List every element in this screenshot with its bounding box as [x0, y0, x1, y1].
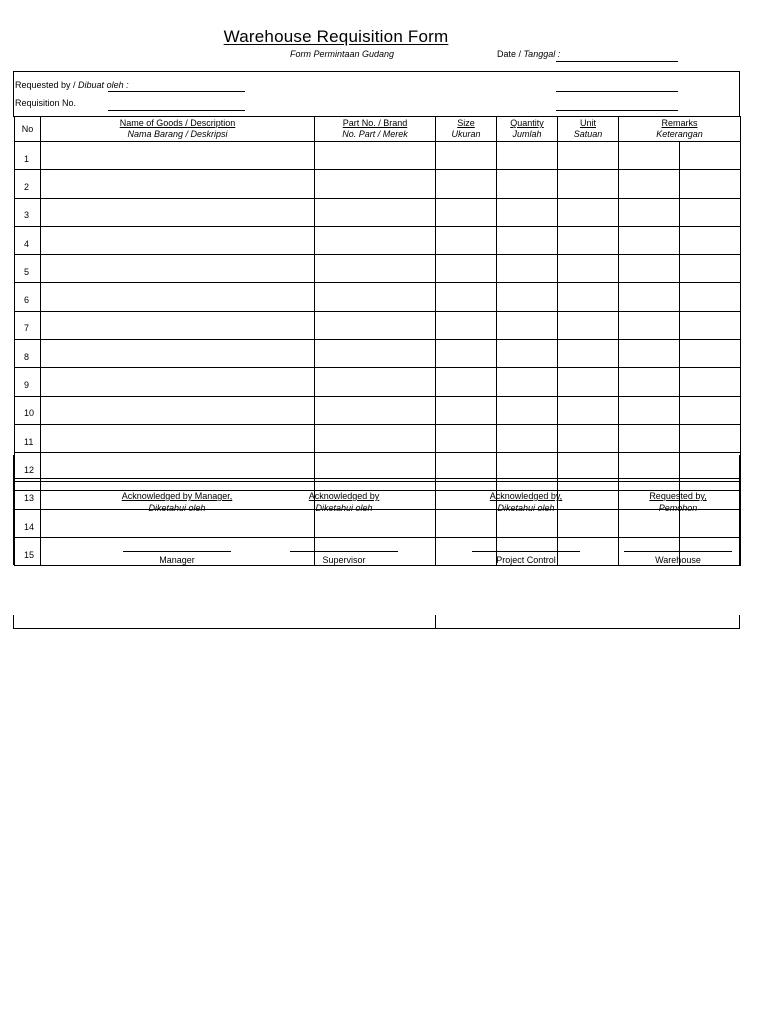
col-header-description	[41, 117, 315, 142]
size-cell[interactable]	[436, 198, 497, 226]
col-header-remarks-en: Remarks	[661, 118, 698, 128]
signature-warehouse-title-id: Pemohon	[658, 503, 698, 513]
part-no-cell[interactable]	[315, 368, 436, 396]
part-no-cell[interactable]	[315, 170, 436, 198]
col-header-quantity	[497, 117, 558, 142]
row-number: 11	[15, 424, 41, 452]
date-label-en: Date /	[497, 49, 524, 59]
remarks-extra-cell[interactable]	[680, 340, 741, 368]
table-row	[15, 255, 741, 283]
table-row	[15, 226, 741, 254]
remarks-extra-cell[interactable]	[680, 255, 741, 283]
size-cell[interactable]	[436, 170, 497, 198]
requested-by-label-id: Dibuat oleh :	[78, 80, 129, 90]
part-no-cell[interactable]	[315, 340, 436, 368]
quantity-cell[interactable]	[497, 368, 558, 396]
unit-cell[interactable]	[558, 198, 619, 226]
row-number: 9	[15, 368, 41, 396]
description-cell[interactable]	[41, 340, 315, 368]
row-number: 7	[15, 311, 41, 339]
quantity-cell[interactable]	[497, 170, 558, 198]
quantity-cell[interactable]	[497, 424, 558, 452]
table-row	[15, 311, 741, 339]
remarks-cell[interactable]	[619, 170, 680, 198]
table-row	[15, 142, 741, 170]
part-no-cell[interactable]	[315, 142, 436, 170]
signature-project-control-title	[456, 491, 596, 513]
col-header-remarks	[619, 117, 741, 142]
row-number: 2	[15, 170, 41, 198]
remarks-extra-cell[interactable]	[680, 396, 741, 424]
table-header-row	[15, 117, 741, 142]
row-number: 14	[15, 509, 41, 537]
part-no-cell[interactable]	[315, 311, 436, 339]
requisition-no-field[interactable]	[108, 110, 245, 111]
col-header-remarks-id: Keterangan	[656, 129, 703, 139]
signature-supervisor-title-en: Acknowledged by	[308, 491, 380, 501]
col-header-description-en: Name of Goods / Description	[119, 118, 236, 128]
quantity-cell[interactable]	[497, 311, 558, 339]
description-cell[interactable]	[41, 170, 315, 198]
description-cell[interactable]	[41, 396, 315, 424]
remarks-cell[interactable]	[619, 142, 680, 170]
quantity-cell[interactable]	[497, 142, 558, 170]
form-title-text: Warehouse Requisition Form	[223, 27, 449, 46]
part-no-cell[interactable]	[315, 283, 436, 311]
signature-line-project-control[interactable]	[472, 551, 580, 552]
requisition-no-label: Requisition No.	[15, 98, 77, 108]
signature-manager-name: Manager	[159, 555, 195, 565]
remarks-cell[interactable]	[619, 424, 680, 452]
col-header-description-id: Nama Barang / Deskripsi	[127, 129, 228, 139]
signature-line-warehouse[interactable]	[624, 551, 732, 552]
col-header-no-label: No	[21, 123, 34, 134]
remarks-extra-cell[interactable]	[680, 198, 741, 226]
size-cell[interactable]	[436, 396, 497, 424]
col-header-size	[436, 117, 497, 142]
col-header-quantity-id: Jumlah	[512, 129, 542, 139]
remarks-extra-cell[interactable]	[680, 170, 741, 198]
description-cell[interactable]	[41, 283, 315, 311]
table-row	[15, 283, 741, 311]
remarks-extra-cell[interactable]	[680, 311, 741, 339]
date-label	[497, 49, 560, 59]
row-number: 10	[15, 396, 41, 424]
description-cell[interactable]	[41, 424, 315, 452]
remarks-extra-cell[interactable]	[680, 142, 741, 170]
size-cell[interactable]	[436, 255, 497, 283]
right-field-2[interactable]	[556, 110, 678, 111]
table-row	[15, 170, 741, 198]
remarks-cell[interactable]	[619, 396, 680, 424]
table-row	[15, 424, 741, 452]
signature-supervisor-title	[274, 491, 414, 513]
row-number: 15	[15, 538, 41, 566]
unit-cell[interactable]	[558, 396, 619, 424]
unit-cell[interactable]	[558, 368, 619, 396]
remarks-cell[interactable]	[619, 340, 680, 368]
col-header-unit-id: Satuan	[573, 129, 603, 139]
remarks-cell[interactable]	[619, 283, 680, 311]
remarks-cell[interactable]	[619, 368, 680, 396]
table-row	[15, 396, 741, 424]
unit-cell[interactable]	[558, 226, 619, 254]
size-cell[interactable]	[436, 142, 497, 170]
unit-cell[interactable]	[558, 142, 619, 170]
quantity-cell[interactable]	[497, 226, 558, 254]
description-cell[interactable]	[41, 368, 315, 396]
quantity-cell[interactable]	[497, 340, 558, 368]
size-cell[interactable]	[436, 311, 497, 339]
remarks-cell[interactable]	[619, 226, 680, 254]
part-no-cell[interactable]	[315, 226, 436, 254]
form-bottom-border	[13, 615, 740, 629]
part-no-cell[interactable]	[315, 396, 436, 424]
unit-cell[interactable]	[558, 283, 619, 311]
signature-line-manager[interactable]	[123, 551, 231, 552]
col-header-quantity-en: Quantity	[510, 118, 544, 128]
requested-by-label-en: Requested by /	[15, 80, 79, 90]
unit-cell[interactable]	[558, 424, 619, 452]
date-label-id: Tanggal :	[523, 49, 561, 59]
size-cell[interactable]	[436, 226, 497, 254]
row-number: 5	[15, 255, 41, 283]
signature-warehouse-title-en: Requested by,	[649, 491, 707, 501]
col-header-no	[15, 117, 41, 142]
quantity-cell[interactable]	[497, 198, 558, 226]
form-subtitle: Form Permintaan Gudang	[289, 49, 395, 59]
signature-manager-title-en: Acknowledged by Manager,	[121, 491, 233, 501]
size-cell[interactable]	[436, 340, 497, 368]
row-number: 3	[15, 198, 41, 226]
table-row	[15, 340, 741, 368]
size-cell[interactable]	[436, 368, 497, 396]
form-title	[0, 27, 672, 47]
signature-divider	[435, 478, 436, 565]
table-row	[15, 198, 741, 226]
table-row	[15, 368, 741, 396]
requested-by-field[interactable]	[108, 91, 245, 92]
part-no-cell[interactable]	[315, 255, 436, 283]
description-cell[interactable]	[41, 142, 315, 170]
description-cell[interactable]	[41, 198, 315, 226]
row-number: 4	[15, 226, 41, 254]
row-number: 8	[15, 340, 41, 368]
unit-cell[interactable]	[558, 170, 619, 198]
date-field[interactable]	[556, 61, 678, 62]
row-number: 12	[15, 453, 41, 481]
remarks-cell[interactable]	[619, 255, 680, 283]
form-bottom-divider	[435, 615, 436, 628]
col-header-part-no-en: Part No. / Brand	[342, 118, 408, 128]
signature-warehouse-name: Warehouse	[655, 555, 701, 565]
col-header-unit	[558, 117, 619, 142]
part-no-cell[interactable]	[315, 424, 436, 452]
remarks-cell[interactable]	[619, 198, 680, 226]
unit-cell[interactable]	[558, 255, 619, 283]
size-cell[interactable]	[436, 424, 497, 452]
signature-project-control-title-id: Diketahui oleh	[497, 503, 555, 513]
remarks-extra-cell[interactable]	[680, 226, 741, 254]
signature-supervisor-title-id: Diketahui oleh	[315, 503, 373, 513]
signature-warehouse-title	[608, 491, 748, 513]
right-field-1[interactable]	[556, 91, 678, 92]
size-cell[interactable]	[436, 283, 497, 311]
requested-by-label	[15, 80, 129, 90]
col-header-unit-en: Unit	[579, 118, 596, 128]
description-cell[interactable]	[41, 311, 315, 339]
signature-supervisor-name: Supervisor	[322, 555, 366, 565]
quantity-cell[interactable]	[497, 255, 558, 283]
part-no-cell[interactable]	[315, 198, 436, 226]
unit-cell[interactable]	[558, 311, 619, 339]
remarks-cell[interactable]	[619, 311, 680, 339]
quantity-cell[interactable]	[497, 283, 558, 311]
row-number: 13	[15, 481, 41, 509]
col-header-part-no-id: No. Part / Merek	[342, 129, 408, 139]
quantity-cell[interactable]	[497, 396, 558, 424]
signature-manager-title-id: Diketahui oleh	[148, 503, 206, 513]
remarks-extra-cell[interactable]	[680, 424, 741, 452]
signature-manager-title	[107, 491, 247, 513]
col-header-part-no	[315, 117, 436, 142]
description-cell[interactable]	[41, 226, 315, 254]
unit-cell[interactable]	[558, 340, 619, 368]
description-cell[interactable]	[41, 255, 315, 283]
signature-project-control-title-en: Acknowledged by,	[489, 491, 563, 501]
remarks-extra-cell[interactable]	[680, 283, 741, 311]
col-header-size-en: Size	[457, 118, 475, 128]
row-number: 1	[15, 142, 41, 170]
remarks-extra-cell[interactable]	[680, 368, 741, 396]
signature-project-control-name: Project Control	[496, 555, 556, 565]
row-number: 6	[15, 283, 41, 311]
col-header-size-id: Ukuran	[451, 129, 481, 139]
signature-line-supervisor[interactable]	[290, 551, 398, 552]
